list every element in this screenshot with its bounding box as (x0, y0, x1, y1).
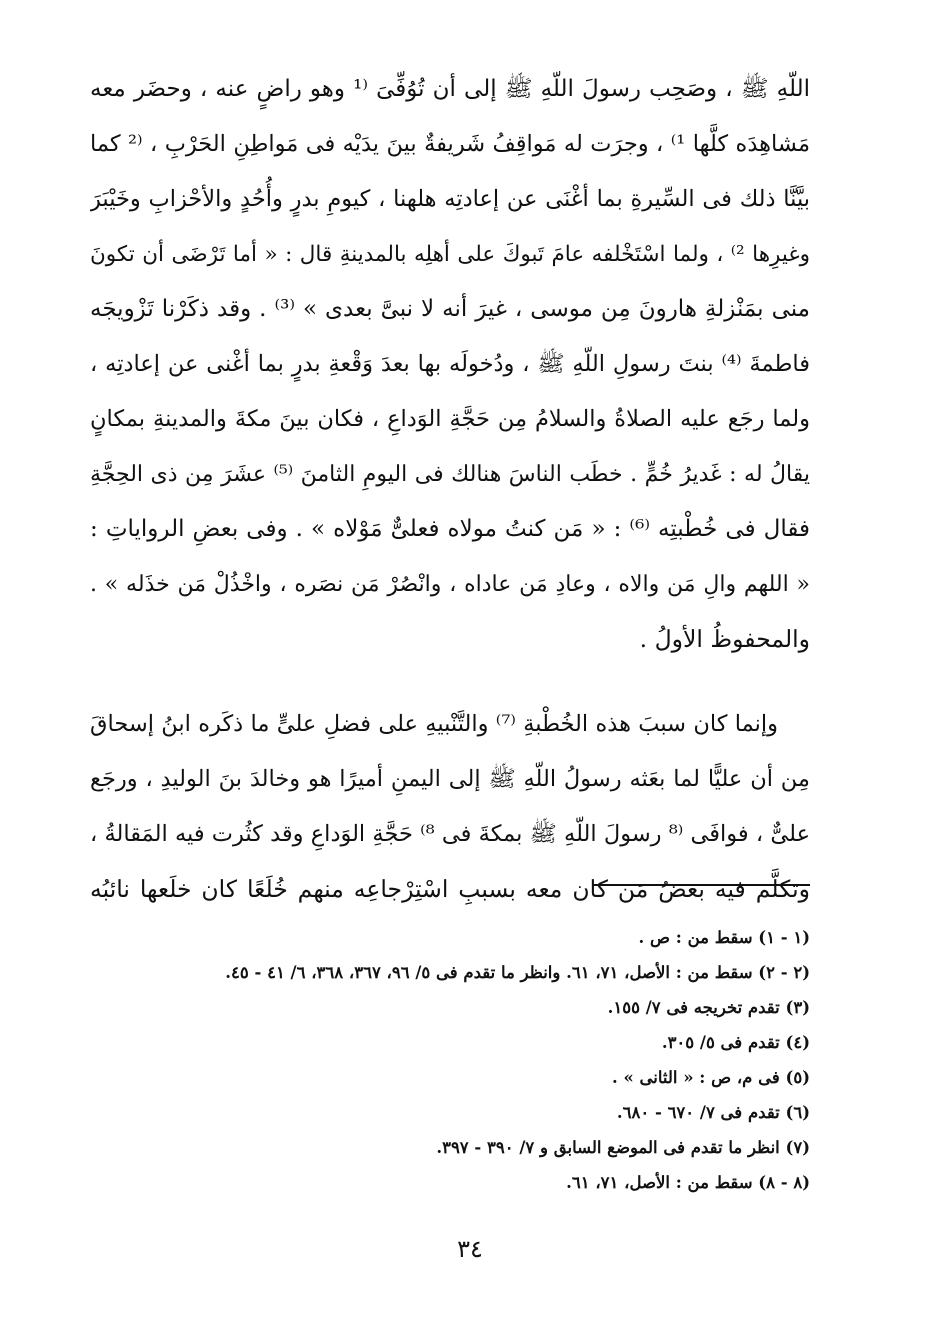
text-line: والمحفوظُ الأولُ . (639, 625, 810, 653)
text-line: يقالُ له : غَديرُ خُمٍّ . خطَب الناسَ هنالك فى اليومِ الثامنَ ⁽⁵⁾ عشَرَ مِن ذى الحِجَّةِ (90, 462, 810, 487)
footnote: (١ - ١) سقط من : ص . (638, 928, 810, 947)
text-line: ولما رجَع عليه الصلاةُ والسلامُ مِن حَجَّةِ الوَداعِ ، فكان بينَ مكةَ والمدينةِ بمكانٍ (90, 406, 810, 432)
text-line: منى بمَنْزلةِ هارونَ مِن موسى ، غيرَ أنه لا نبىَّ بعدى » ⁽³⁾ . وقد ذكَرْنا تَزْويجَه (90, 296, 810, 322)
text-line: وتكلَّم فيه بعضُ مَن كان معه بسببِ اسْتِرْجاعِه منهم خُلَعًا كان خلَعها نائبُه (90, 875, 810, 903)
text-line: مَشاهِدَه كلَّها ¹⁾ ، وجرَت له مَواقِفُ شَريفةٌ بينَ يدَيْه فى مَواطِنِ الحَرْبِ ، ⁽² كما (90, 131, 810, 157)
text-line: فقال فى خُطْبتِه ⁽⁶⁾ : « مَن كنتُ مولاه فعلىٌّ مَوْلاه » . وفى بعضِ الرواياتِ : (90, 516, 810, 542)
text-line: وإنما كان سببَ هذه الخُطْبةِ ⁽⁷⁾ والتَّنْبيهِ على فضلِ علىٍّ ما ذكَره ابنُ إسحاقَ (90, 711, 778, 737)
footnote-divider (592, 884, 810, 886)
footnote: (٦) تقدم فى ٧/ ٦٧٠ - ٦٨٠. (616, 1103, 810, 1122)
text-line: وغيرِها ²⁾ ، ولما اسْتَخْلفه عامَ تَبوكَ على أهلِه بالمدينةِ قال : « أما تَرْضَى أن تكونَ (90, 242, 810, 267)
text-line: اللّهِ ﷺ ، وصَحِب رسولَ اللّهِ ﷺ إلى أن تُوُفِّىَ ⁽¹ وهو راضٍ عنه ، وحضَر معه (90, 76, 810, 102)
text-line: مِن أن عليًّا لما بعَثه رسولُ اللّهِ ﷺ إلى اليمنِ أميرًا هو وخالدَ بنَ الوليدِ ، ورجَع (90, 766, 810, 792)
text-line: « اللهم والِ مَن والاه ، وعادِ مَن عاداه ، وانْصُرْ مَن نصَره ، واخْذُلْ مَن خذَله » . (90, 572, 810, 597)
page-number: ٣٤ (457, 1235, 483, 1263)
text-line: بيَّنَّا ذلك فى السِّيرةِ بما أغْنَى عن إعادتِه هلهنا ، كيومِ بدرٍ وأُحُدٍ والأحْزابِ وخَيْبَرَ (90, 186, 810, 212)
footnotes (90, 920, 810, 1200)
footnote: (٥) فى م، ص : « الثانى » . (611, 1068, 810, 1087)
footnote: (٨ - ٨) سقط من : الأصل، ٧١، ٦١. (566, 1173, 810, 1192)
text-line: فاطمةَ ⁽⁴⁾ بنتَ رسولِ اللّهِ ﷺ ، ودُخولَه بها بعدَ وَقْعةِ بدرٍ بما أغْنى عن إعادتِه ، (90, 351, 810, 377)
footnote: (٢ - ٢) سقط من : الأصل، ٧١، ٦١. وانظر ما تقدم فى ٥/ ٩٦، ٣٦٧، ٣٦٨، ٦/ ٤١ - ٤٥. (225, 963, 810, 982)
main-text (90, 62, 810, 917)
text-line: علىٌّ ، فوافَى ⁽⁸ رسولَ اللّهِ ﷺ بمكةَ فى ⁸⁾ حَجَّةِ الوَداعِ وقد كثُرت فيه المَقالةُ ، (90, 821, 810, 847)
paragraph-gap (90, 667, 810, 697)
footnote: (٣) تقدم تخريجه فى ٧/ ١٥٥. (607, 998, 810, 1017)
footnote: (٧) انظر ما تقدم فى الموضع السابق و ٧/ ٣٩٠ - ٣٩٧. (436, 1138, 810, 1157)
footnote: (٤) تقدم فى ٥/ ٣٠٥. (661, 1033, 810, 1052)
